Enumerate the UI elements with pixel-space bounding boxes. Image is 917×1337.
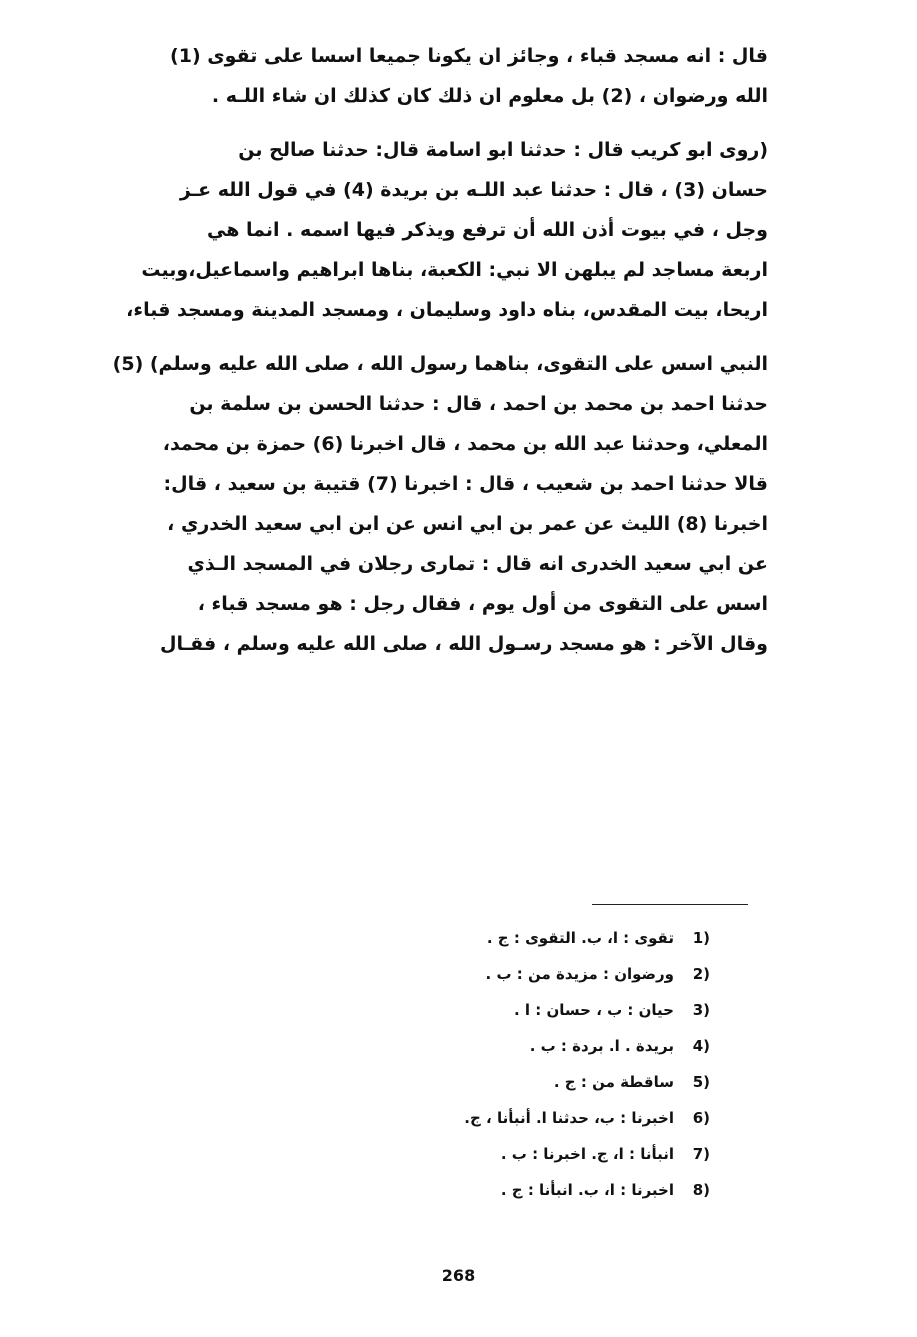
text-line: اسس على التقوى من أول يوم ، فقال رجل : هو مسجد قباء ،	[197, 593, 768, 615]
text-line: المعلي، وحدثنا عبد الله بن محمد ، قال اخبرنا (6) حمزة بن محمد،	[162, 433, 768, 455]
footnote-number: 8)	[692, 1181, 710, 1199]
footnote-number: 6)	[692, 1109, 710, 1127]
footnote-item	[380, 1172, 710, 1208]
footnote-text: بريدة . ا. بردة : ب .	[529, 1037, 674, 1055]
footnote-item	[380, 1100, 710, 1136]
footnote-item	[380, 920, 710, 956]
paragraph-gap	[108, 330, 768, 344]
text-line: قالا حدثنا احمد بن شعيب ، قال : اخبرنا (7) قتيبة بن سعيد ، قال:	[163, 473, 768, 495]
text-line: قال : انه مسجد قباء ، وجائز ان يكونا جميعا اسسا على تقوى (1)	[170, 45, 768, 67]
text-line: اريحا، بيت المقدس، بناه داود وسليمان ، ومسجد المدينة ومسجد قباء،	[126, 299, 768, 321]
footnote-text: حيان : ب ، حسان : ا .	[513, 1001, 674, 1019]
text-line: النبي اسس على التقوى، بناهما رسول الله ، صلى الله عليه وسلم) (5)	[112, 353, 768, 375]
text-line: الله ورضوان ، (2) بل معلوم ان ذلك كان كذلك ان شاء اللـه .	[211, 85, 768, 107]
text-line: اربعة مساجد لم يبلهن الا نبي: الكعبة، بناها ابراهيم واسماعيل،وبيت	[141, 259, 768, 281]
footnote-number: 2)	[692, 965, 710, 983]
paragraph-1	[108, 36, 768, 116]
footnote-item	[380, 956, 710, 992]
text-line: وجل ، في بيوت أذن الله أن ترفع ويذكر فيها اسمه . انما هي	[207, 219, 768, 241]
text-line: حسان (3) ، قال : حدثنا عبد اللـه بن بريدة (4) في قول الله عـز	[179, 179, 768, 201]
footnote-text: اخبرنا : ب، حدثنا ا. أنبأنا ، ج.	[464, 1109, 674, 1127]
footnote-item	[380, 1064, 710, 1100]
text-line: حدثنا احمد بن محمد بن احمد ، قال : حدثنا الحسن بن سلمة بن	[189, 393, 768, 415]
footnote-number: 1)	[692, 929, 710, 947]
footnote-text: ورضوان : مزيدة من : ب .	[485, 965, 674, 983]
footnote-number: 3)	[692, 1001, 710, 1019]
footnotes	[380, 920, 710, 1208]
footnote-item	[380, 992, 710, 1028]
footnote-number: 5)	[692, 1073, 710, 1091]
footnote-text: اخبرنا : ا، ب. انبأنا : ج .	[500, 1181, 674, 1199]
main-text	[108, 36, 768, 664]
footnote-text: انبأنا : ا، ج. اخبرنا : ب .	[500, 1145, 674, 1163]
text-line: (روى ابو كريب قال : حدثنا ابو اسامة قال: حدثنا صالح بن	[238, 139, 768, 161]
footnote-number: 4)	[692, 1037, 710, 1055]
text-line: اخبرنا (8) الليث عن عمر بن ابي انس عن ابن ابي سعيد الخدري ،	[167, 513, 768, 535]
paragraph-2	[108, 130, 768, 330]
footnote-item	[380, 1028, 710, 1064]
footnote-text: ساقطة من : ج .	[553, 1073, 674, 1091]
paragraph-gap	[108, 116, 768, 130]
footnote-text: تقوى : ا، ب. التقوى : ج .	[486, 929, 674, 947]
page-number: 268	[441, 1266, 476, 1285]
text-line: عن ابي سعيد الخدرى انه قال : تمارى رجلان في المسجد الـذي	[187, 553, 768, 575]
text-line: وقال الآخر : هو مسجد رسـول الله ، صلى الله عليه وسلم ، فقـال	[159, 633, 768, 655]
footnote-item	[380, 1136, 710, 1172]
footnote-divider	[592, 904, 748, 905]
paragraph-3	[108, 344, 768, 664]
footnote-number: 7)	[692, 1145, 710, 1163]
